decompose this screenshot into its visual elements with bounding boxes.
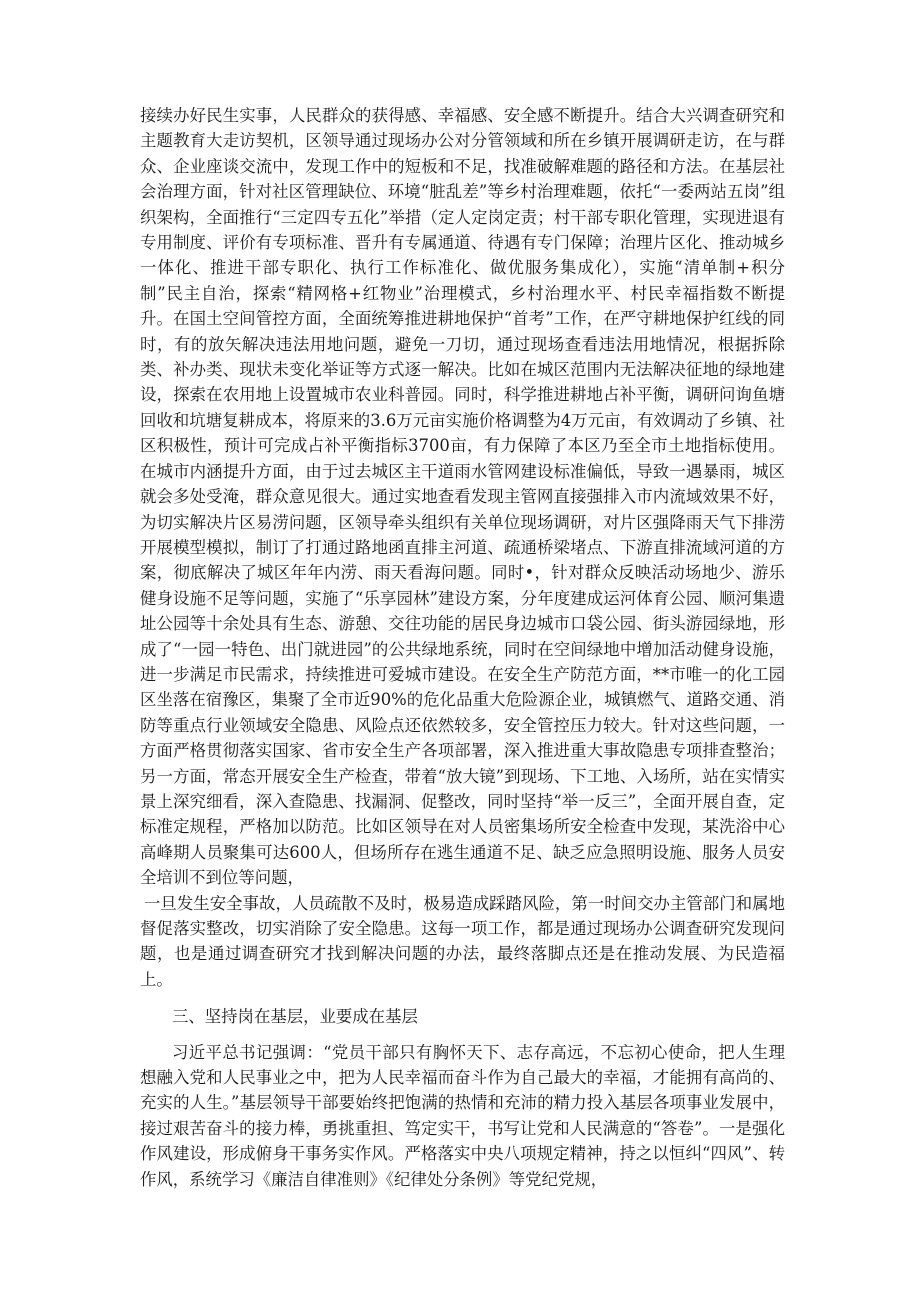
body-paragraph: 习近平总书记强调：“党员干部只有胸怀天下、志存高远，不忘初心使命，把人生理想融入党和人民事业之中，把为人民幸福而奋斗作为自己最大的幸福，才能拥有高尚的、充实的人生。”基层领导干部要始终把饱满的热情和充沛的精力投入基层各项事业发展中，接过艰苦奋斗的接力棒，勇挑重担、笃定实干，书写让党和人民满意的“答卷”。一是强化作风建设，形成俯身干事务实作风。严格落实中央八项规定精神，持之以恒纠“四风”、转作风，系统学习《廉洁自律准则》《纪律处分条例》等党纪党规，: [140, 1042, 785, 1189]
section-heading: 三、坚持岗在基层，业要成在基层: [172, 1007, 418, 1027]
document-page: [140, 103, 785, 1192]
body-paragraph: 一旦发生安全事故，人员疏散不及时，极易造成踩踏风险，第一时间交办主管部门和属地督促落实整改，切实消除了安全隐患。这每一项工作，都是通过现场办公调查研究发现问题，也是通过调查研究才找到解决问题的办法，最终落脚点还是在推动发展、为民造福上。: [140, 893, 785, 989]
body-paragraph: 接续办好民生实事，人民群众的获得感、幸福感、安全感不断提升。结合大兴调查研究和主题教育大走访契机，区领导通过现场办公对分管领域和所在乡镇开展调研走访，在与群众、企业座谈交流中，发现工作中的短板和不足，找准破解难题的路径和方法。在基层社会治理方面，针对社区管理缺位、环境“脏乱差”等乡村治理难题，依托“一委两站五岗”组织架构，全面推行“三定四专五化”举措（定人定岗定责；村干部专职化管理，实现进退有专用制度、评价有专项标准、晋升有专属通道、待遇有专门保障；治理片区化、推动城乡一体化、推进干部专职化、执行工作标准化、做优服务集成化），实施“清单制+积分制”民主自治，探索“精网格+红物业”治理模式，乡村治理水平、村民幸福指数不断提升。在国土空间管控方面，全面统筹推进耕地保护“首考”工作，在严守耕地保护红线的同时，有的放矢解决违法用地问题，避免一刀切，通过现场查看违法用地情况，根据拆除类、补办类、现状未变化举证等方式逐一解决。比如在城区范围内无法解决征地的绿地建设，探索在农用地上设置城市农业科普园。同时，科学推进耕地占补平衡，调研问询鱼塘回收和坑塘复耕成本，将原来的3.6万元亩实施价格调整为4万元亩，有效调动了乡镇、社区积极性，预计可完成占补平衡指标3700亩，有力保障了本区乃至全市土地指标使用。在城市内涵提升方面，由于过去城区主干道雨水管网建设标准偏低，导致一遇暴雨，城区就会多处受淹，群众意见很大。通过实地查看发现主管网直接强排入市内流域效果不好，为切实解决片区易涝问题，区领导牵头组织有关单位现场调研，对片区强降雨天气下排涝开展模型模拟，制订了打通过路地函直排主河道、疏通桥梁堵点、下游直排流域河道的方案，彻底解决了城区年年内涝、雨天看海问题。同时•，针对群众反映活动场地少、游乐健身设施不足等问题，实施了“乐享园林”建设方案，分年度建成运河体育公园、顺河集遗址公园等十余处具有生态、游憩、交往功能的居民身边城市口袋公园、街头游园绿地，形成了“一园一特色、出门就进园”的公共绿地系统，同时在空间绿地中增加活动健身设施，进一步满足市民需求，持续推进可爱城市建设。在安全生产防范方面，**市唯一的化工园区坐落在宿豫区，集聚了全市近90%的危化品重大危险源企业，城镇燃气、道路交通、消防等重点行业领域安全隐患、风险点还依然较多，安全管控压力较大。针对这些问题，一方面严格贯彻落实国家、省市安全生产各项部署，深入推进重大事故隐患专项排查整治；另一方面，常态开展安全生产检查，带着“放大镜”到现场、下工地、入场所，站在实情实景上深究细看，深入查隐患、找漏洞、促整改，同时坚持“举一反三”，全面开展自查，定标准定规程，严格加以防范。比如区领导在对人员密集场所安全检查中发现，某洗浴中心高峰期人员聚集可达600人，但场所存在逃生通道不足、缺乏应急照明设施、服务人员安全培训不到位等问题，: [140, 106, 785, 888]
